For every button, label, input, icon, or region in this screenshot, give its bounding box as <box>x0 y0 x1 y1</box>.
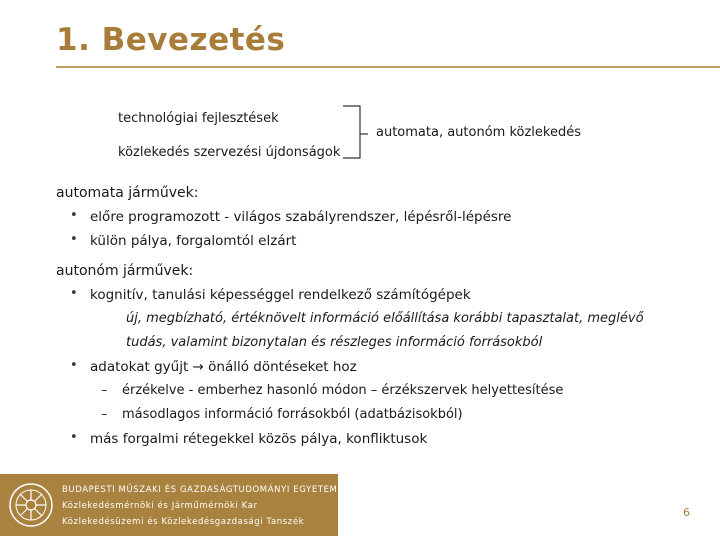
autonom-italic-line-1: új, megbízható, értéknövelt információ előállítása korábbi tapasztalat, meglévő <box>126 311 644 326</box>
autonom-bullet-3: más forgalmi rétegekkel közös pálya, konfliktusok <box>90 431 428 447</box>
footer-department: Közlekedésüzemi és Közlekedésgazdasági Tanszék <box>62 517 305 527</box>
footer-university: BUDAPESTI MŰSZAKI ÉS GAZDASÁGTUDOMÁNYI EGYETEM <box>62 485 338 495</box>
bullet-icon: • <box>70 286 78 301</box>
university-logo-icon <box>6 480 56 530</box>
autonom-bullet-1: kognitív, tanulási képességgel rendelkező számítógépek <box>90 287 471 303</box>
bullet-icon: • <box>70 232 78 247</box>
footer-banner <box>0 474 338 536</box>
page-number: 6 <box>683 506 690 519</box>
autonom-heading: autonóm járművek: <box>56 263 194 279</box>
automata-heading: automata járművek: <box>56 185 199 201</box>
bullet-icon: • <box>70 430 78 445</box>
driver-organization: közlekedés szervezési újdonságok <box>118 145 341 160</box>
autonom-bullet-2: adatokat gyűjt → önálló döntéseket hoz <box>90 359 357 375</box>
automata-bullet-2: külön pálya, forgalomtól elzárt <box>90 233 297 249</box>
slide-title: 1. Bevezetés <box>56 22 286 58</box>
result-automated-transport: automata, autonóm közlekedés <box>376 125 581 140</box>
grouping-bracket <box>340 104 370 160</box>
autonom-sub-2: másodlagos információ forrásokból (adatbázisokból) <box>122 407 463 422</box>
title-divider <box>56 66 720 68</box>
bullet-icon: • <box>70 208 78 223</box>
automata-bullet-1: előre programozott - világos szabályrendszer, lépésről-lépésre <box>90 209 512 225</box>
bullet-icon: • <box>70 358 78 373</box>
dash-icon: – <box>101 383 108 398</box>
autonom-sub-1: érzékelve - emberhez hasonló módon – érzékszervek helyettesítése <box>122 383 564 398</box>
autonom-italic-line-2: tudás, valamint bizonytalan és részleges információ forrásokból <box>126 335 543 350</box>
dash-icon: – <box>101 407 108 422</box>
driver-technology: technológiai fejlesztések <box>118 111 279 126</box>
footer-faculty: Közlekedésmérnöki és Járműmérnöki Kar <box>62 501 258 511</box>
